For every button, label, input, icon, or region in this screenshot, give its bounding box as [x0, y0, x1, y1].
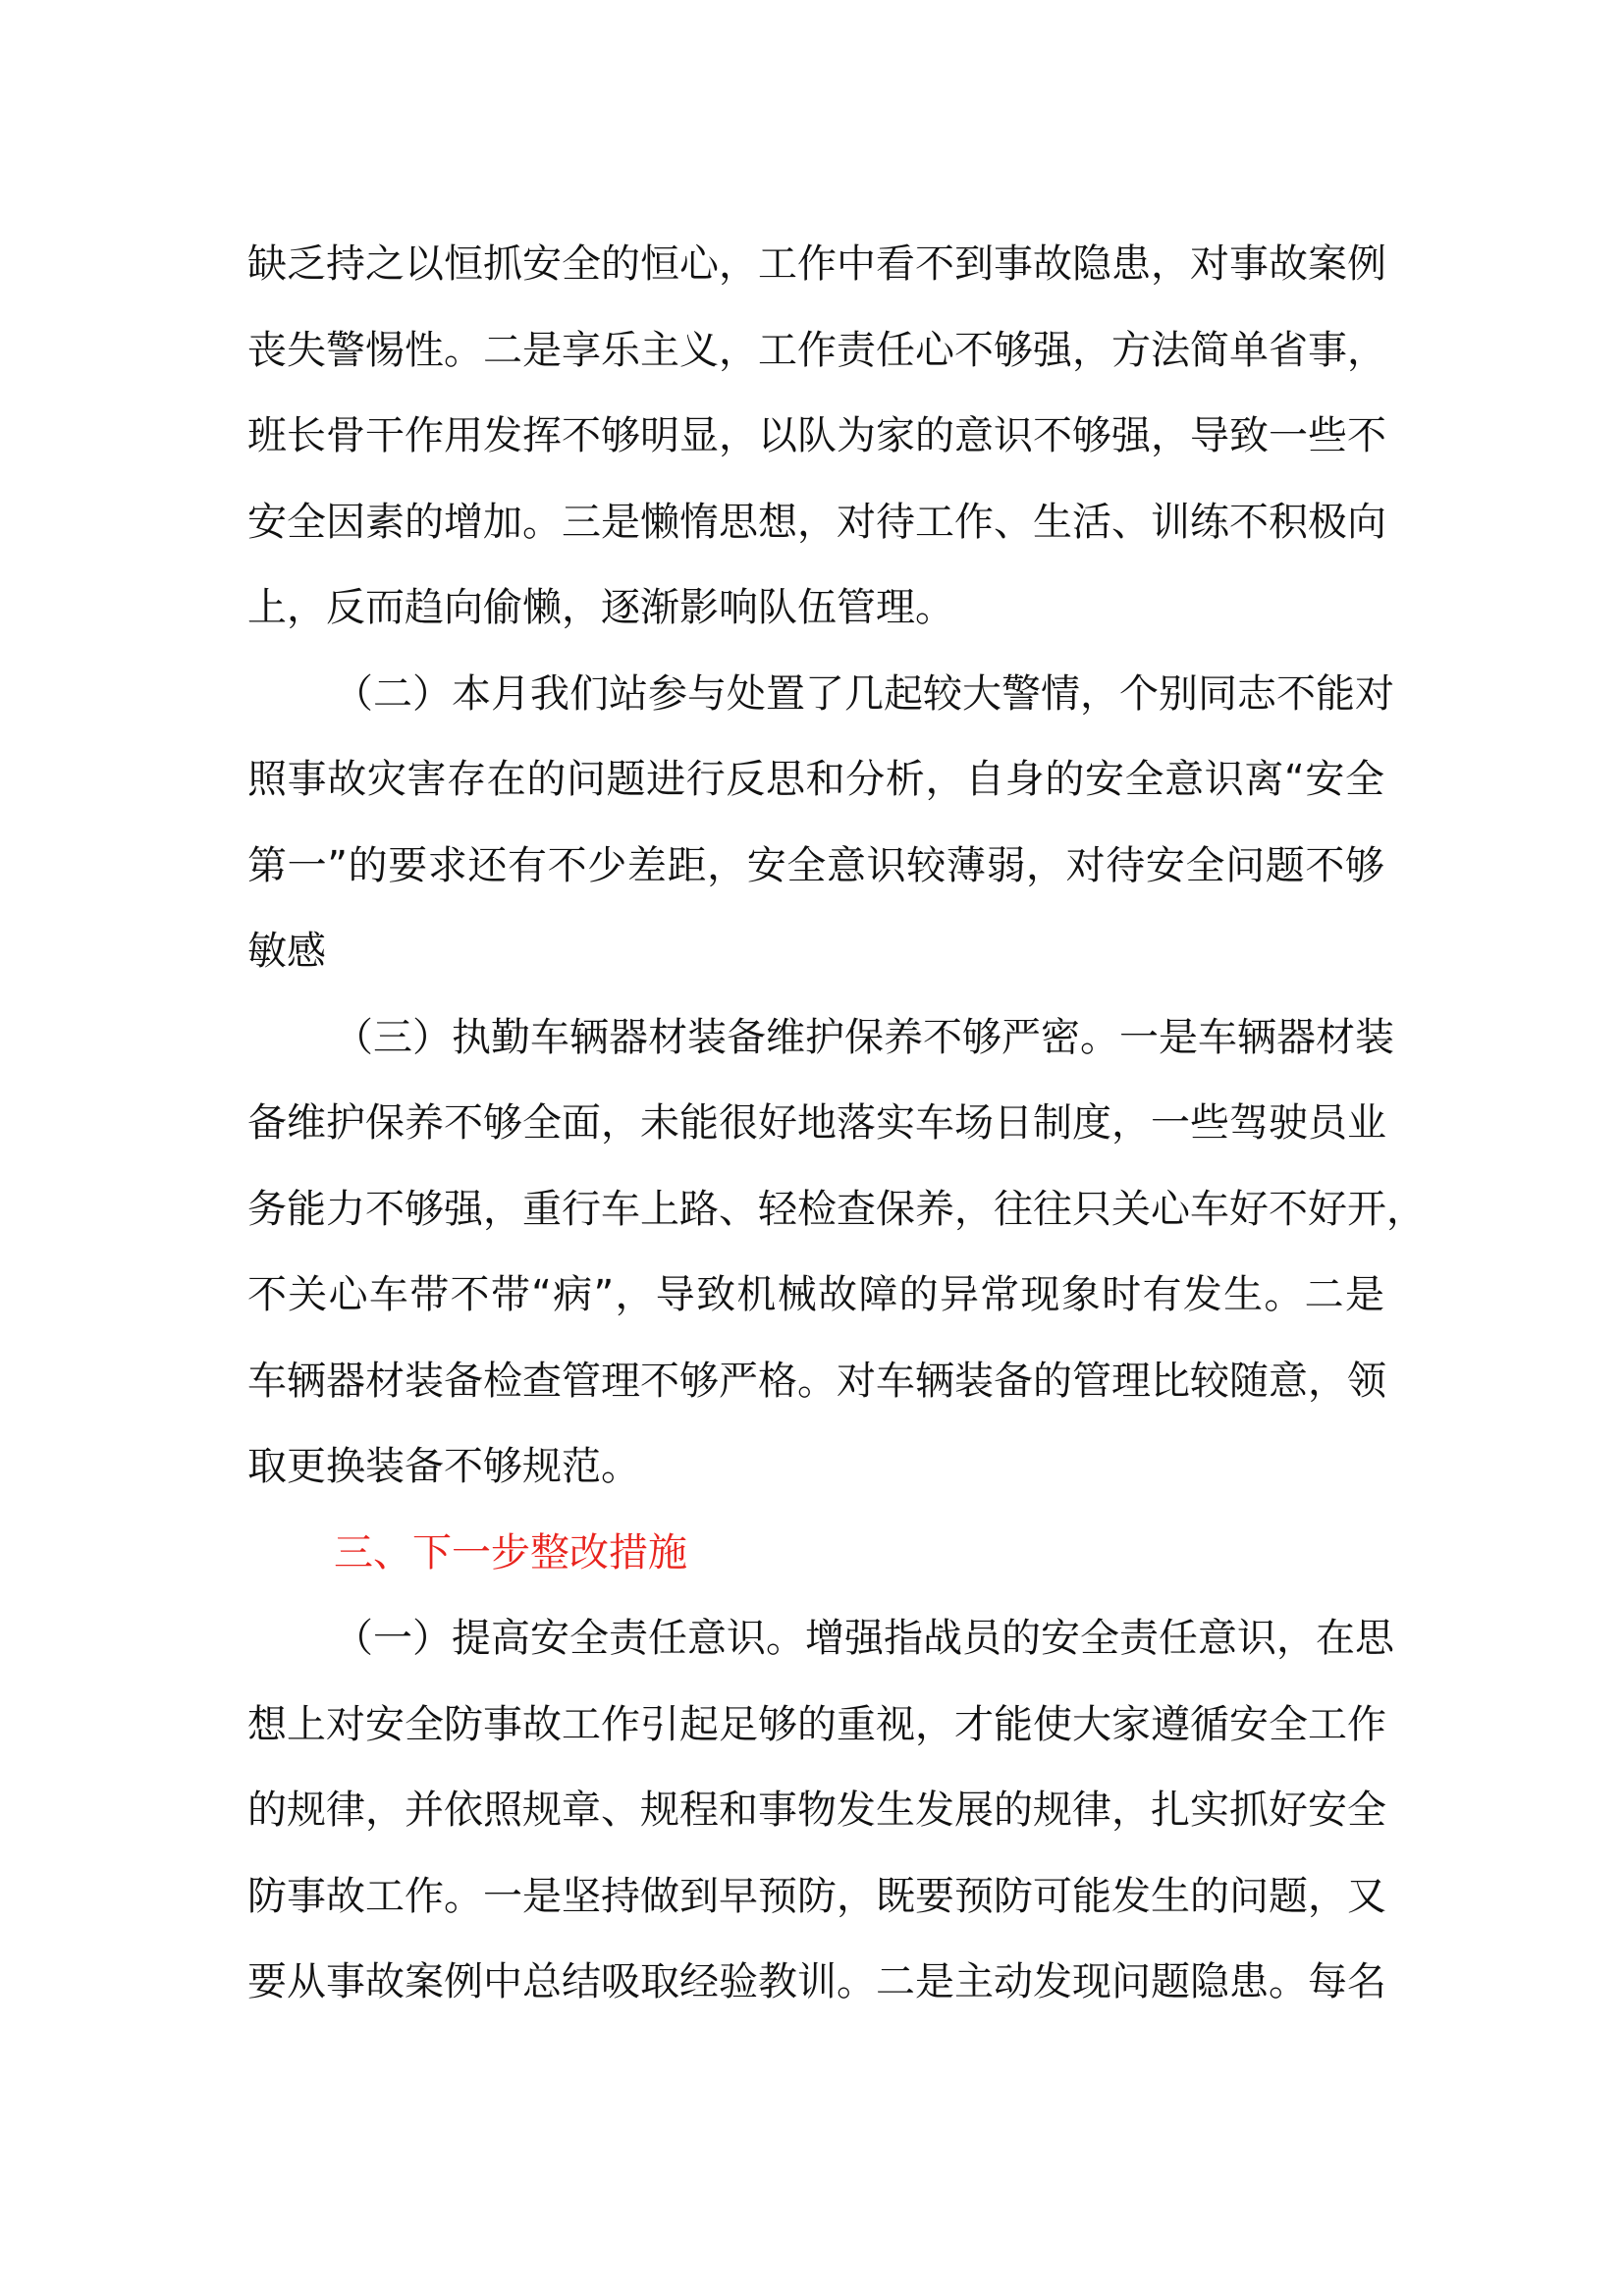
text-line: 防事故工作。一是坚持做到早预防，既要预防可能发生的问题，又 [247, 1873, 1386, 1919]
text-line: 取更换装备不够规范。 [247, 1444, 640, 1489]
text-line: 丧失警惕性。二是享乐主义，工作责任心不够强，方法简单省事， [247, 327, 1386, 373]
text-line: 第一”的要求还有不少差距，安全意识较薄弱，对待安全问题不够 [247, 842, 1384, 888]
text-line: 敏感 [247, 929, 326, 974]
text-line: 上，反而趋向偷懒，逐渐影响队伍管理。 [247, 585, 954, 630]
text-line: 要从事故案例中总结吸取经验教训。二是主动发现问题隐患。每名 [247, 1959, 1386, 2004]
document-body [247, 222, 1426, 2026]
paragraph-4 [247, 1596, 1394, 2026]
text-line: 的规律，并依照规章、规程和事物发生发展的规律，扎实抓好安全 [247, 1788, 1386, 1833]
text-line: 安全因素的增加。三是懒惰思想，对待工作、生活、训练不积极向 [247, 499, 1386, 545]
text-line: 缺乏持之以恒抓安全的恒心，工作中看不到事故隐患，对事故案例 [247, 241, 1386, 287]
text-line: （一）提高安全责任意识。增强指战员的安全责任意识，在思 [334, 1616, 1394, 1661]
text-line: 不关心车带不带“病”，导致机械故障的异常现象时有发生。二是 [247, 1272, 1384, 1317]
text-line: 备维护保养不够全面，未能很好地落实车场日制度，一些驾驶员业 [247, 1100, 1386, 1146]
paragraph-1 [247, 222, 1384, 652]
text-line: （二）本月我们站参与处置了几起较大警情，个别同志不能对 [334, 670, 1394, 717]
section-heading-text: 三、下一步整改措施 [334, 1529, 687, 1575]
text-line: 想上对安全防事故工作引起足够的重视，才能使大家遵循安全工作 [247, 1701, 1386, 1747]
text-line: 班长骨干作用发挥不够明显，以队为家的意识不够强，导致一些不 [247, 413, 1386, 458]
text-line: 务能力不够强，重行车上路、轻检查保养，往往只关心车好不好开， [247, 1186, 1426, 1232]
text-line: （三）执勤车辆器材装备维护保养不够严密。一是车辆器材装 [334, 1014, 1394, 1060]
section-heading [247, 1511, 1384, 1597]
paragraph-3 [247, 995, 1426, 1511]
paragraph-2 [247, 652, 1394, 995]
text-line: 车辆器材装备检查管理不够严格。对车辆装备的管理比较随意，领 [247, 1358, 1386, 1404]
text-line: 照事故灾害存在的问题进行反思和分析，自身的安全意识离“安全 [247, 757, 1384, 802]
